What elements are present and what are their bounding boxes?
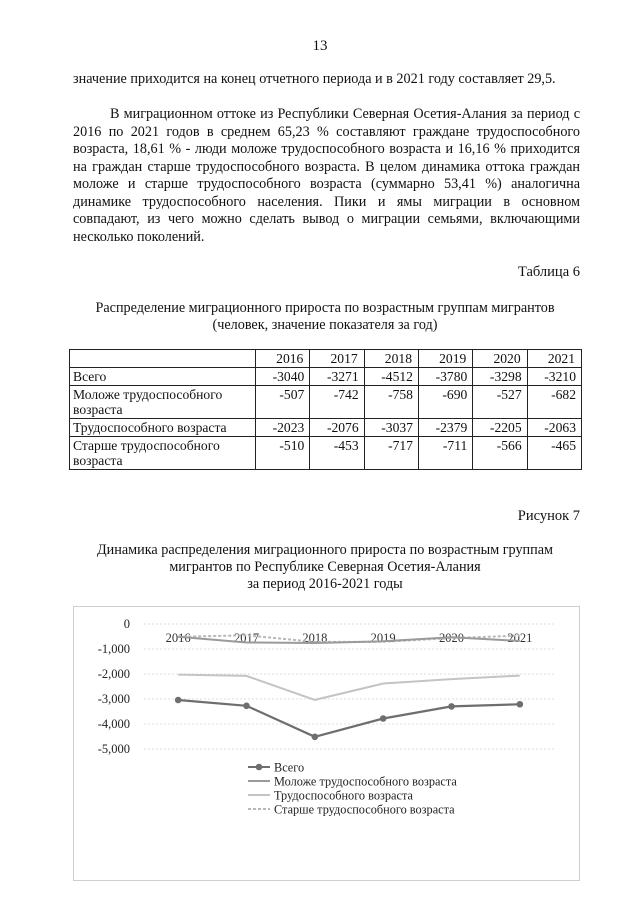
data-point [312, 734, 319, 741]
table-row-label: Старше трудоспособного возраста [70, 437, 256, 470]
series-line [178, 637, 520, 643]
page-number: 13 [312, 38, 328, 54]
legend-label: Моложе трудоспособного возраста [274, 774, 457, 789]
data-point [380, 715, 387, 722]
table-header-cell: 2020 [473, 350, 527, 368]
table-cell: -3210 [527, 368, 581, 386]
figure-caption [70, 542, 580, 593]
table-caption [70, 300, 580, 334]
table-header-row [70, 350, 582, 368]
table-row-label: Моложе трудоспособного возраста [70, 386, 256, 419]
x-tick-label: 2020 [439, 631, 464, 645]
table-cell: -3037 [364, 419, 418, 437]
y-tick-label: 0 [123, 617, 130, 631]
y-tick-label: -5,000 [97, 742, 130, 756]
table-cell: -465 [527, 437, 581, 470]
line-chart [73, 606, 580, 881]
legend-label: Всего [274, 760, 305, 775]
y-tick-label: -2,000 [97, 667, 130, 681]
table-header-cell [70, 350, 256, 368]
table-cell: -717 [364, 437, 418, 470]
y-tick-label: -3,000 [97, 692, 130, 706]
y-tick-label: -1,000 [97, 642, 130, 656]
y-tick-label: -4,000 [97, 717, 130, 731]
series-line [178, 675, 520, 700]
table-cell: -566 [473, 437, 527, 470]
series-line [178, 700, 520, 737]
table-cell: -3040 [256, 368, 310, 386]
paragraph-2: В миграционном оттоке из Республики Северная Осетия-Алания за период с 2016 по 2021 годов в среднем 65,23 % составляют граждане трудоспособного возраста, 18,61 % - люди моложе трудоспособного возраста и 16,16 % приходится на граждан старше трудоспособного возраста. В целом динамика оттока граждан моложе и старше трудоспособного возраста (суммарно 53,41 %) аналогична динамике трудоспособного населения. Пики и ямы миграции в основном совпадают, из чего можно сделать вывод о миграции семьями, включающими несколько поколений. [73, 106, 580, 245]
table-cell: -758 [364, 386, 418, 419]
table-header-cell: 2017 [310, 350, 364, 368]
paragraph-1: значение приходится на конец отчетного периода и в 2021 году составляет 29,5. [73, 71, 556, 87]
table-cell: -453 [310, 437, 364, 470]
table-cell: -507 [256, 386, 310, 419]
data-point [243, 702, 250, 709]
table-cell: -510 [256, 437, 310, 470]
table-cell: -4512 [364, 368, 418, 386]
table-row [70, 437, 582, 470]
table-caption-line-1: Распределение миграционного прироста по возрастным группам мигрантов [95, 300, 555, 316]
table-header-cell: 2021 [527, 350, 581, 368]
table-caption-line-2: (человек, значение показателя за год) [212, 317, 438, 333]
data-point [175, 697, 182, 704]
table-cell: -2076 [310, 419, 364, 437]
table-header-cell: 2018 [364, 350, 418, 368]
table-cell: -3271 [310, 368, 364, 386]
legend-marker [256, 764, 263, 771]
table-row [70, 386, 582, 419]
table-cell: -2063 [527, 419, 581, 437]
x-tick-label: 2021 [507, 631, 533, 645]
figure-caption-line-2: мигрантов по Республике Северная Осетия-Алания [169, 559, 481, 575]
table-cell: -2379 [418, 419, 472, 437]
figure-caption-line-3: за период 2016-2021 годы [247, 576, 403, 592]
x-tick-label: 2016 [165, 631, 191, 645]
table-label: Таблица 6 [517, 264, 580, 280]
data-point [448, 703, 455, 710]
table-cell: -3298 [473, 368, 527, 386]
migration-table [69, 349, 582, 470]
chart-canvas [74, 607, 579, 880]
table-cell: -527 [473, 386, 527, 419]
data-point [517, 701, 524, 708]
table-row [70, 368, 582, 386]
legend-label: Трудоспособного возраста [274, 788, 413, 803]
x-tick-label: 2019 [370, 631, 396, 645]
table-header-cell: 2019 [418, 350, 472, 368]
table-cell: -742 [310, 386, 364, 419]
table-cell: -3780 [418, 368, 472, 386]
table-cell: -711 [418, 437, 472, 470]
table-header-cell: 2016 [256, 350, 310, 368]
table-row-label: Трудоспособного возраста [70, 419, 256, 437]
table-cell: -2023 [256, 419, 310, 437]
x-tick-label: 2017 [234, 631, 259, 645]
table-cell: -2205 [473, 419, 527, 437]
table-cell: -682 [527, 386, 581, 419]
figure-label: Рисунок 7 [517, 508, 580, 524]
legend-label: Старше трудоспособного возраста [274, 802, 455, 817]
figure-caption-line-1: Динамика распределения миграционного прироста по возрастным группам [96, 542, 553, 558]
table-cell: -690 [418, 386, 472, 419]
table-row [70, 419, 582, 437]
table-row-label: Всего [70, 368, 256, 386]
x-tick-label: 2018 [302, 631, 328, 645]
